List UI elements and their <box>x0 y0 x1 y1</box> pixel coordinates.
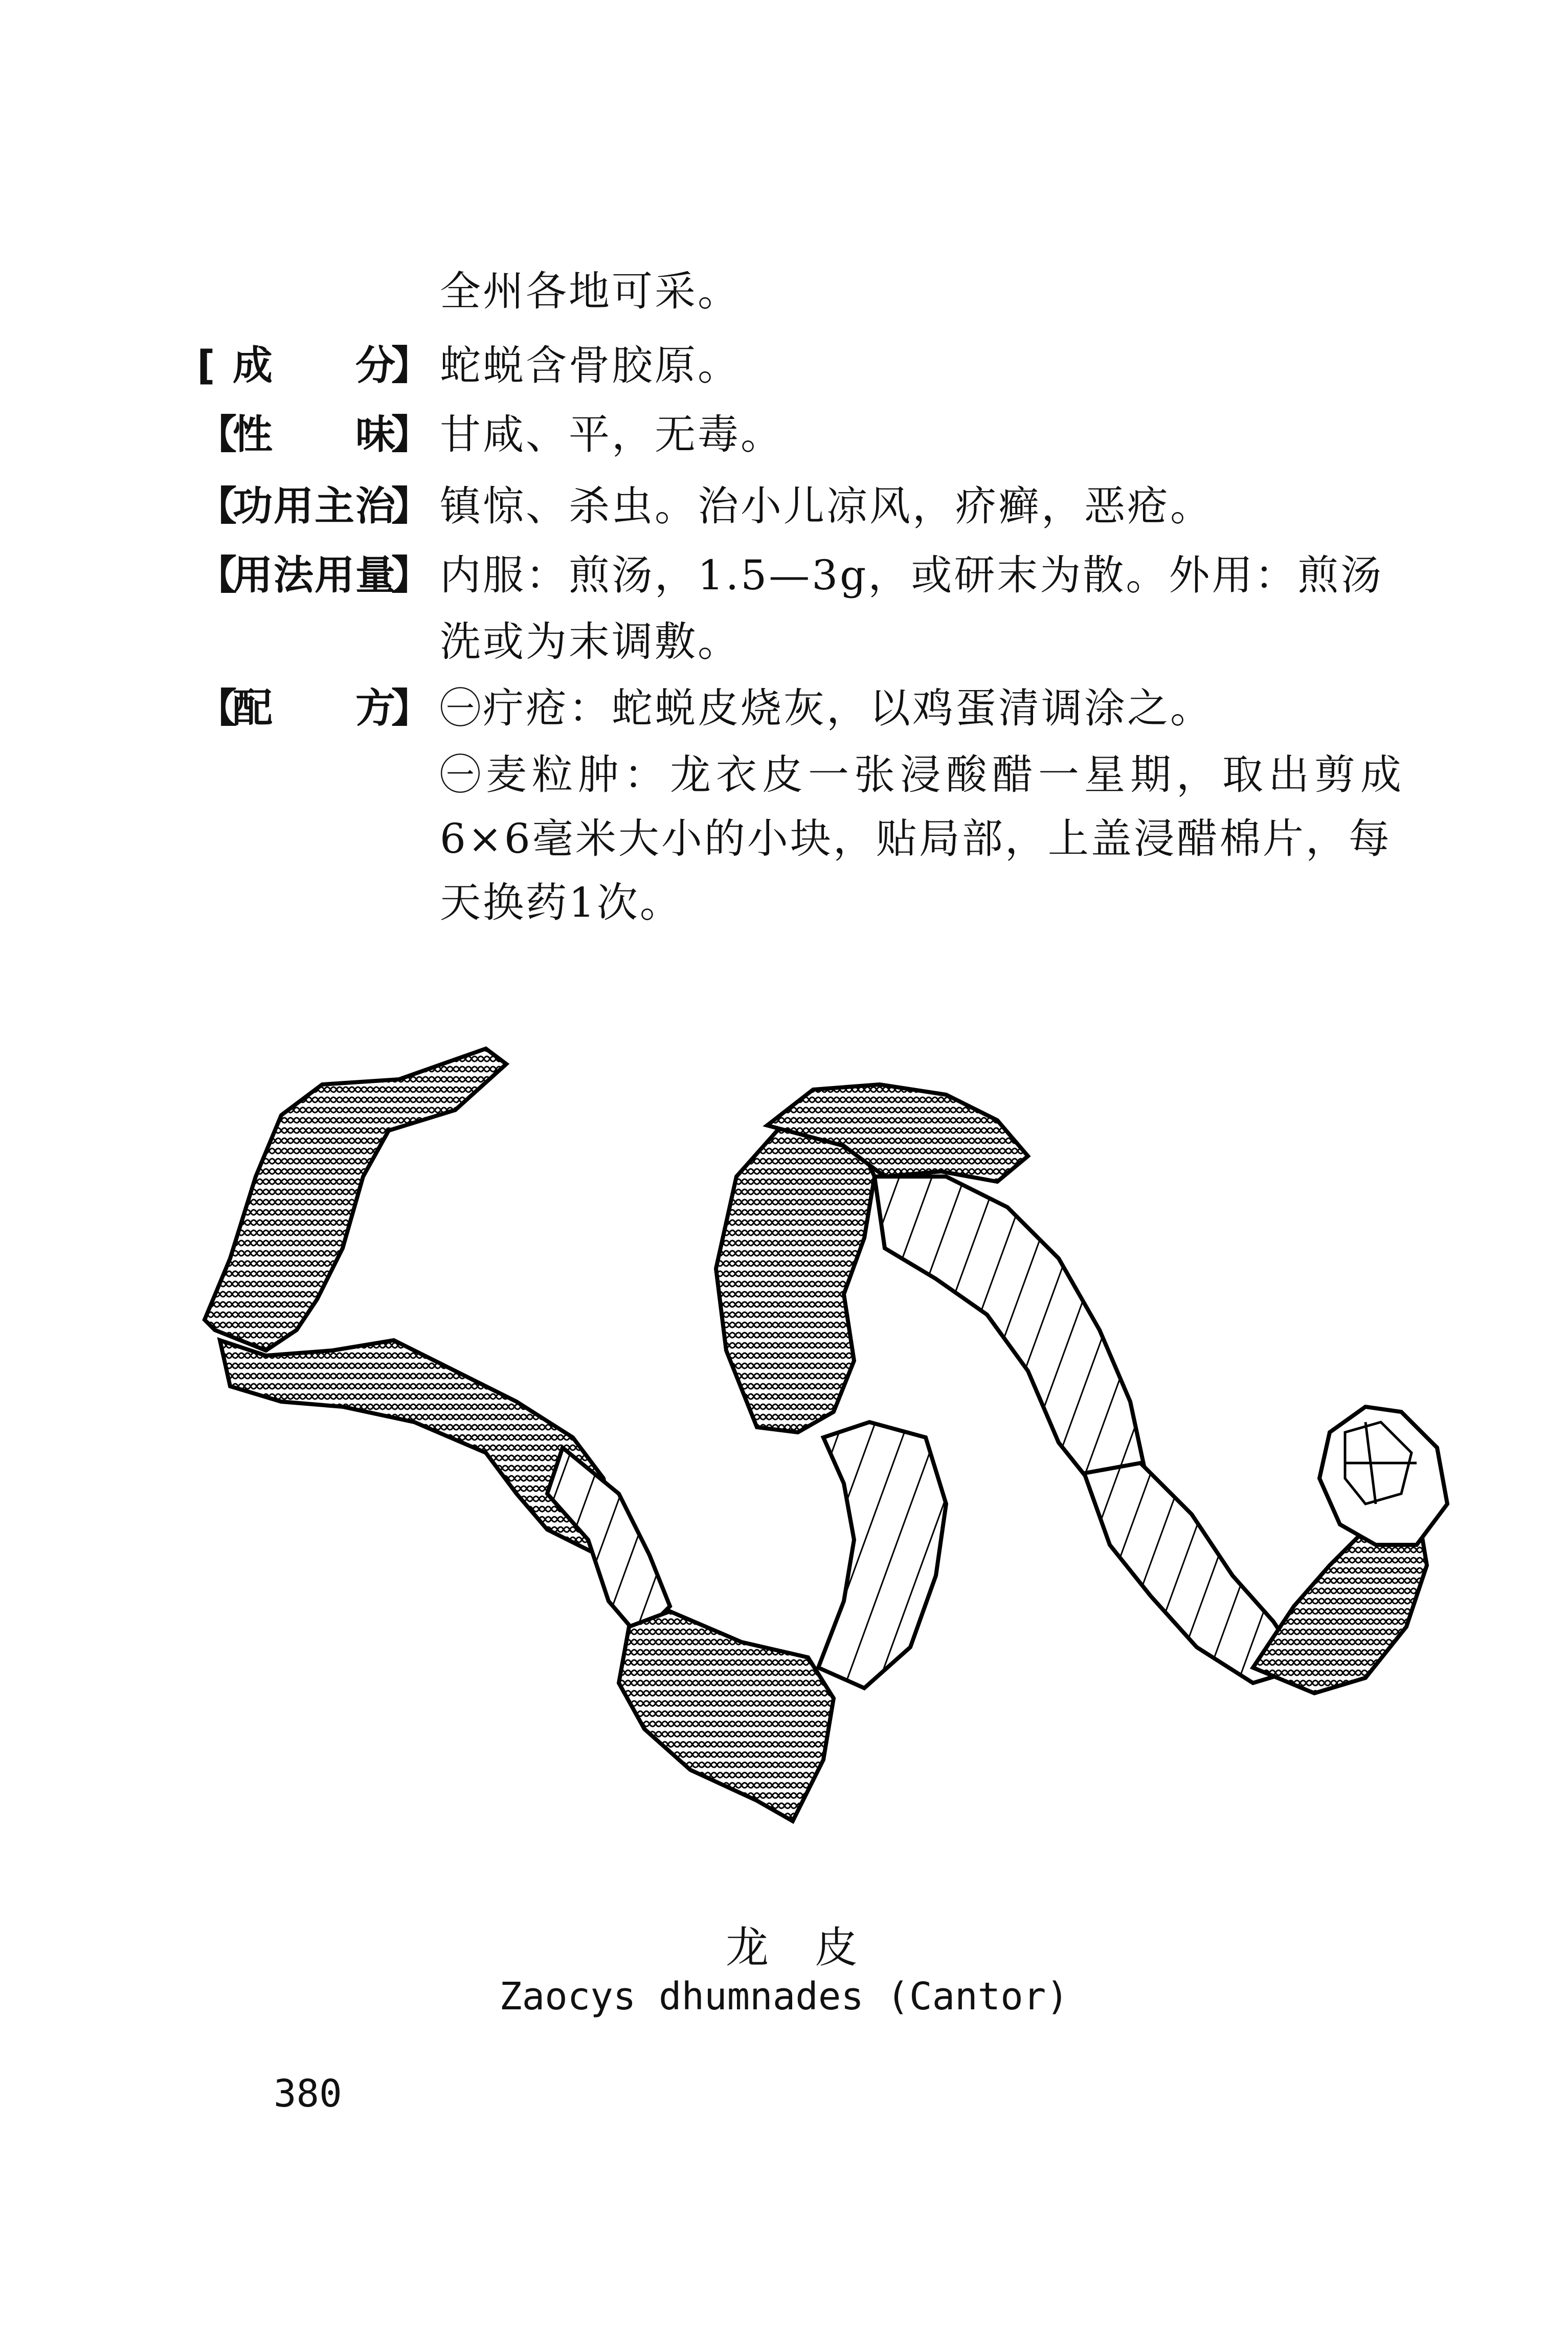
harvest-text: 全州各地可采。 <box>440 268 741 315</box>
usage-text-1: 内服：煎汤，1.5—3g，或研末为散。外用：煎汤 <box>440 551 1384 599</box>
skin-head <box>1319 1407 1447 1545</box>
skin-upper-hump <box>716 1115 875 1432</box>
usage-text-2: 洗或为末调敷。 <box>440 618 741 666</box>
page-number: 380 <box>274 2072 342 2116</box>
figure-caption-chinese: 龙皮 <box>725 1922 904 1973</box>
flavor-text: 甘咸、平，无毒。 <box>440 411 783 458</box>
formula-text-2: ㊀麦粒肿：龙衣皮一张浸酸醋一星期，取出剪成 <box>440 751 1406 799</box>
skin-lower-left-bands <box>547 1448 670 1637</box>
snake-skin-illustration <box>128 962 1458 1882</box>
skin-lower-left <box>220 1340 614 1555</box>
formula-text-3: 6×6毫米大小的小块，贴局部，上盖浸醋棉片，每 <box>440 815 1392 862</box>
skin-bottom <box>619 1611 834 1821</box>
formula-text-4: 天换药1次。 <box>440 879 683 926</box>
skin-tail <box>205 1049 506 1350</box>
figure-caption-latin: Zaocys dhumnades (Cantor) <box>499 1975 1069 2019</box>
function-text: 镇惊、杀虫。治小儿凉风，疥癣，恶疮。 <box>440 482 1213 530</box>
ingredients-text: 蛇蜕含骨胶原。 <box>440 342 741 389</box>
formula-text-1: ㊀疔疮：蛇蜕皮烧灰，以鸡蛋清调涂之。 <box>440 684 1213 732</box>
skin-center-rise <box>818 1422 946 1688</box>
